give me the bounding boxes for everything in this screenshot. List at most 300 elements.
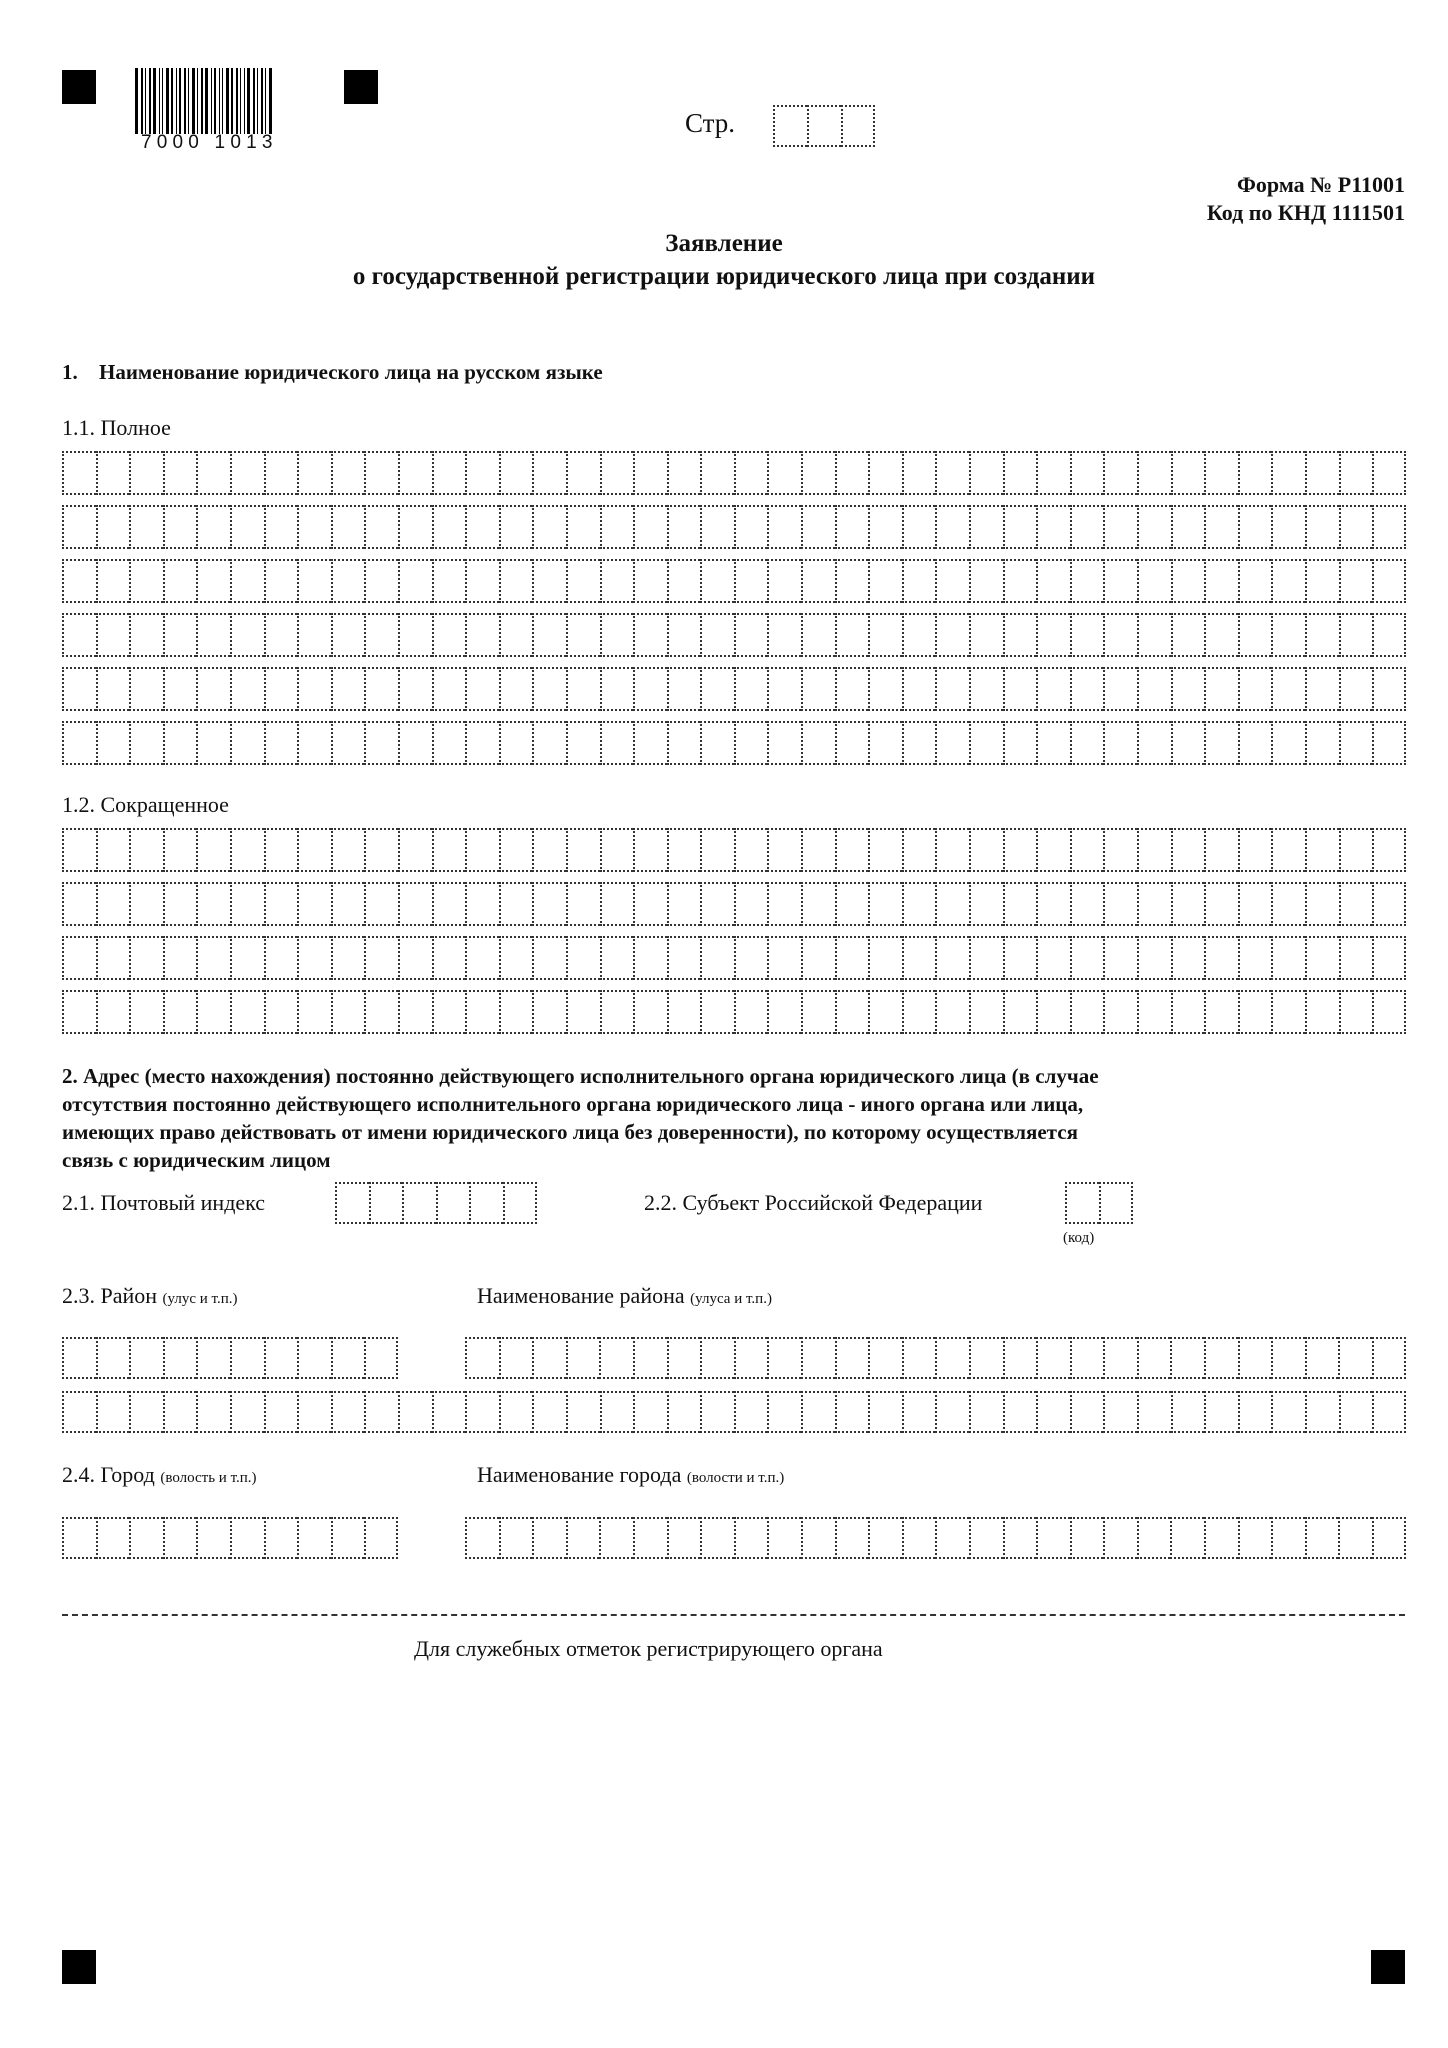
input-cell[interactable] — [667, 882, 701, 926]
input-cell[interactable] — [264, 828, 298, 872]
input-cell[interactable] — [1070, 559, 1104, 603]
input-cell[interactable] — [297, 613, 331, 657]
input-cell[interactable] — [432, 451, 466, 495]
input-cell[interactable] — [163, 1337, 197, 1379]
input-cell[interactable] — [633, 936, 667, 980]
input-cell[interactable] — [1339, 882, 1373, 926]
input-cell[interactable] — [364, 882, 398, 926]
input-cell[interactable] — [633, 613, 667, 657]
input-cell[interactable] — [230, 936, 264, 980]
input-cell[interactable] — [1137, 667, 1171, 711]
input-cell[interactable] — [163, 828, 197, 872]
input-cell[interactable] — [667, 1517, 701, 1559]
input-cell[interactable] — [331, 667, 365, 711]
input-cell[interactable] — [532, 613, 566, 657]
input-cell[interactable] — [1238, 721, 1272, 765]
input-cell[interactable] — [163, 1517, 197, 1559]
input-cell[interactable] — [432, 828, 466, 872]
input-cell[interactable] — [935, 882, 969, 926]
input-cell[interactable] — [364, 936, 398, 980]
input-cell[interactable] — [935, 721, 969, 765]
input-cell[interactable] — [902, 505, 936, 549]
input-cell[interactable] — [297, 505, 331, 549]
input-cell[interactable] — [633, 451, 667, 495]
input-cell[interactable] — [1137, 1391, 1171, 1433]
input-cell[interactable] — [734, 451, 768, 495]
input-cell[interactable] — [599, 1517, 633, 1559]
input-cell[interactable] — [297, 721, 331, 765]
input-cell[interactable] — [331, 882, 365, 926]
input-cell[interactable] — [1339, 1391, 1373, 1433]
input-cell[interactable] — [331, 990, 365, 1034]
input-cell[interactable] — [196, 667, 230, 711]
input-cell[interactable] — [767, 667, 801, 711]
input-cell[interactable] — [767, 505, 801, 549]
input-cell[interactable] — [364, 559, 398, 603]
input-cell[interactable] — [532, 1337, 566, 1379]
input-cell[interactable] — [1339, 990, 1373, 1034]
input-cell[interactable] — [1372, 451, 1406, 495]
input-cell[interactable] — [398, 667, 432, 711]
input-cell[interactable] — [1204, 990, 1238, 1034]
input-cell[interactable] — [935, 828, 969, 872]
input-cell[interactable] — [1137, 505, 1171, 549]
input-cell[interactable] — [801, 559, 835, 603]
input-cell[interactable] — [96, 936, 130, 980]
input-cell[interactable] — [264, 667, 298, 711]
input-cell[interactable] — [700, 505, 734, 549]
input-cell[interactable] — [835, 613, 869, 657]
input-cell[interactable] — [1204, 882, 1238, 926]
input-cell[interactable] — [1171, 1391, 1205, 1433]
input-cell[interactable] — [1103, 882, 1137, 926]
input-cell[interactable] — [1204, 1391, 1238, 1433]
input-cell[interactable] — [230, 882, 264, 926]
input-cell[interactable] — [196, 721, 230, 765]
input-cell[interactable] — [1103, 559, 1137, 603]
input-cell[interactable] — [96, 1517, 130, 1559]
input-cell[interactable] — [969, 1391, 1003, 1433]
input-cell[interactable] — [767, 451, 801, 495]
input-cell[interactable] — [600, 505, 634, 549]
input-cell[interactable] — [1338, 1337, 1372, 1379]
input-cell[interactable] — [1339, 667, 1373, 711]
input-cell[interactable] — [633, 1517, 667, 1559]
input-cell[interactable] — [633, 882, 667, 926]
input-cell[interactable] — [902, 721, 936, 765]
input-cell[interactable] — [801, 882, 835, 926]
input-cell[interactable] — [1204, 667, 1238, 711]
input-cell[interactable] — [667, 451, 701, 495]
input-cell[interactable] — [1271, 1337, 1305, 1379]
input-cell[interactable] — [398, 721, 432, 765]
input-cell[interactable] — [264, 936, 298, 980]
input-cell[interactable] — [1036, 1391, 1070, 1433]
input-cell[interactable] — [1372, 559, 1406, 603]
input-cell[interactable] — [835, 882, 869, 926]
input-cell[interactable] — [868, 882, 902, 926]
input-cell[interactable] — [600, 936, 634, 980]
input-cell[interactable] — [969, 1337, 1003, 1379]
input-cell[interactable] — [1271, 828, 1305, 872]
input-cell[interactable] — [1238, 990, 1272, 1034]
page-number-cells[interactable] — [773, 105, 875, 147]
input-cell[interactable] — [633, 1391, 667, 1433]
input-cell[interactable] — [1339, 721, 1373, 765]
input-cell[interactable] — [331, 1391, 365, 1433]
input-cell[interactable] — [633, 505, 667, 549]
input-cell[interactable] — [902, 613, 936, 657]
input-cell[interactable] — [1339, 936, 1373, 980]
input-cell[interactable] — [1036, 1337, 1070, 1379]
input-cell[interactable] — [1305, 828, 1339, 872]
input-cell[interactable] — [868, 559, 902, 603]
input-cell[interactable] — [1238, 1391, 1272, 1433]
input-cell[interactable] — [1238, 1517, 1272, 1559]
input-cell[interactable] — [96, 990, 130, 1034]
input-cell[interactable] — [264, 613, 298, 657]
input-cell[interactable] — [499, 828, 533, 872]
input-cell[interactable] — [398, 559, 432, 603]
input-cell[interactable] — [129, 613, 163, 657]
input-cell[interactable] — [398, 828, 432, 872]
input-cell[interactable] — [1103, 990, 1137, 1034]
input-cell[interactable] — [432, 882, 466, 926]
input-cell[interactable] — [432, 667, 466, 711]
input-cell[interactable] — [1339, 613, 1373, 657]
input-cell[interactable] — [600, 990, 634, 1034]
input-cell[interactable] — [364, 1337, 398, 1379]
input-cell[interactable] — [297, 1337, 331, 1379]
input-cell[interactable] — [163, 990, 197, 1034]
input-cell[interactable] — [297, 990, 331, 1034]
district-type-cells[interactable] — [62, 1337, 398, 1379]
input-cell[interactable] — [1036, 613, 1070, 657]
input-cell[interactable] — [1339, 828, 1373, 872]
input-cell[interactable] — [1070, 828, 1104, 872]
input-cell[interactable] — [1103, 1391, 1137, 1433]
input-cell[interactable] — [868, 667, 902, 711]
input-cell[interactable] — [835, 990, 869, 1034]
input-cell[interactable] — [364, 667, 398, 711]
input-cell[interactable] — [801, 667, 835, 711]
input-cell[interactable] — [1036, 828, 1070, 872]
input-cell[interactable] — [767, 936, 801, 980]
input-cell[interactable] — [62, 936, 96, 980]
input-cell[interactable] — [700, 1391, 734, 1433]
input-cell[interactable] — [230, 667, 264, 711]
input-cell[interactable] — [196, 613, 230, 657]
input-cell[interactable] — [163, 721, 197, 765]
input-cell[interactable] — [835, 721, 869, 765]
district-name-cells-row2[interactable] — [62, 1391, 1406, 1433]
input-cell[interactable] — [297, 828, 331, 872]
input-cell[interactable] — [532, 451, 566, 495]
input-cell[interactable] — [935, 667, 969, 711]
input-cell[interactable] — [499, 451, 533, 495]
input-cell[interactable] — [902, 451, 936, 495]
input-cell[interactable] — [196, 990, 230, 1034]
input-cell[interactable] — [969, 828, 1003, 872]
input-cell[interactable] — [902, 1391, 936, 1433]
input-cell[interactable] — [1204, 721, 1238, 765]
input-cell[interactable] — [62, 667, 96, 711]
input-cell[interactable] — [499, 1517, 533, 1559]
input-cell[interactable] — [667, 1391, 701, 1433]
input-cell[interactable] — [902, 667, 936, 711]
input-cell[interactable] — [633, 1337, 667, 1379]
input-cell[interactable] — [129, 882, 163, 926]
input-cell[interactable] — [935, 990, 969, 1034]
subject-code-cells[interactable] — [1065, 1182, 1133, 1224]
input-cell[interactable] — [331, 451, 365, 495]
input-cell[interactable] — [465, 613, 499, 657]
input-cell[interactable] — [969, 721, 1003, 765]
input-cell[interactable] — [700, 990, 734, 1034]
input-cell[interactable] — [1103, 505, 1137, 549]
input-cell[interactable] — [196, 559, 230, 603]
input-cell[interactable] — [1070, 505, 1104, 549]
input-cell[interactable] — [465, 451, 499, 495]
input-cell[interactable] — [1003, 1391, 1037, 1433]
input-cell[interactable] — [566, 936, 600, 980]
input-cell[interactable] — [1171, 882, 1205, 926]
input-cell[interactable] — [1204, 1517, 1238, 1559]
input-cell[interactable] — [1070, 1391, 1104, 1433]
input-cell[interactable] — [532, 667, 566, 711]
input-cell[interactable] — [1003, 936, 1037, 980]
input-cell[interactable] — [364, 505, 398, 549]
input-cell[interactable] — [264, 882, 298, 926]
input-cell[interactable] — [465, 990, 499, 1034]
input-cell[interactable] — [264, 451, 298, 495]
input-cell[interactable] — [129, 451, 163, 495]
input-cell[interactable] — [767, 990, 801, 1034]
input-cell[interactable] — [633, 828, 667, 872]
input-cell[interactable] — [1103, 667, 1137, 711]
input-cell[interactable] — [1271, 613, 1305, 657]
input-cell[interactable] — [600, 451, 634, 495]
input-cell[interactable] — [196, 882, 230, 926]
input-cell[interactable] — [163, 667, 197, 711]
input-cell[interactable] — [364, 1517, 398, 1559]
input-cell[interactable] — [465, 1517, 499, 1559]
input-cell[interactable] — [532, 505, 566, 549]
input-cell[interactable] — [1238, 505, 1272, 549]
input-cell[interactable] — [1137, 990, 1171, 1034]
input-cell[interactable] — [1103, 451, 1137, 495]
input-cell[interactable] — [62, 451, 96, 495]
input-cell[interactable] — [1338, 1517, 1372, 1559]
input-cell[interactable] — [264, 1337, 298, 1379]
input-cell[interactable] — [566, 505, 600, 549]
input-cell[interactable] — [935, 1337, 969, 1379]
input-cell[interactable] — [129, 828, 163, 872]
input-cell[interactable] — [633, 667, 667, 711]
input-cell[interactable] — [969, 1517, 1003, 1559]
city-name-cells[interactable] — [465, 1517, 1406, 1559]
input-cell[interactable] — [600, 667, 634, 711]
input-cell[interactable] — [1372, 936, 1406, 980]
input-cell[interactable] — [62, 1391, 96, 1433]
input-cell[interactable] — [1036, 936, 1070, 980]
input-cell[interactable] — [364, 1391, 398, 1433]
input-cell[interactable] — [1372, 1391, 1406, 1433]
input-cell[interactable] — [1305, 559, 1339, 603]
input-cell[interactable] — [196, 1391, 230, 1433]
input-cell[interactable] — [1305, 1517, 1339, 1559]
input-cell[interactable] — [364, 828, 398, 872]
input-cell[interactable] — [835, 505, 869, 549]
input-cell[interactable] — [1238, 451, 1272, 495]
input-cell[interactable] — [465, 828, 499, 872]
input-cell[interactable] — [734, 505, 768, 549]
input-cell[interactable] — [902, 828, 936, 872]
input-cell[interactable] — [264, 990, 298, 1034]
input-cell[interactable] — [1305, 505, 1339, 549]
input-cell[interactable] — [1305, 721, 1339, 765]
input-cell[interactable] — [1271, 721, 1305, 765]
input-cell[interactable] — [1070, 667, 1104, 711]
input-cell[interactable] — [1271, 1517, 1305, 1559]
input-cell[interactable] — [532, 721, 566, 765]
input-cell[interactable] — [667, 613, 701, 657]
input-cell[interactable] — [1103, 1337, 1137, 1379]
input-cell[interactable] — [801, 990, 835, 1034]
input-cell[interactable] — [667, 936, 701, 980]
input-cell[interactable] — [499, 667, 533, 711]
input-cell[interactable] — [62, 505, 96, 549]
input-cell[interactable] — [667, 828, 701, 872]
input-cell[interactable] — [331, 559, 365, 603]
input-cell[interactable] — [734, 721, 768, 765]
input-cell[interactable] — [1003, 451, 1037, 495]
input-cell[interactable] — [566, 1391, 600, 1433]
input-cell[interactable] — [398, 505, 432, 549]
input-cell[interactable] — [96, 667, 130, 711]
input-cell[interactable] — [868, 451, 902, 495]
input-cell[interactable] — [868, 613, 902, 657]
input-cell[interactable] — [969, 882, 1003, 926]
input-cell[interactable] — [1271, 505, 1305, 549]
input-cell[interactable] — [1171, 613, 1205, 657]
input-cell[interactable] — [700, 613, 734, 657]
input-cell[interactable] — [734, 1391, 768, 1433]
input-cell[interactable] — [1372, 667, 1406, 711]
input-cell[interactable] — [801, 613, 835, 657]
input-cell[interactable] — [566, 828, 600, 872]
input-cell[interactable] — [499, 1337, 533, 1379]
input-cell[interactable] — [734, 828, 768, 872]
input-cell[interactable] — [969, 559, 1003, 603]
input-cell[interactable] — [264, 505, 298, 549]
input-cell[interactable] — [1372, 613, 1406, 657]
input-cell[interactable] — [499, 882, 533, 926]
input-cell[interactable] — [801, 1391, 835, 1433]
input-cell[interactable] — [297, 559, 331, 603]
input-cell[interactable] — [902, 936, 936, 980]
input-cell[interactable] — [566, 451, 600, 495]
input-cell[interactable] — [1070, 990, 1104, 1034]
input-cell[interactable] — [566, 1517, 600, 1559]
input-cell[interactable] — [1238, 1337, 1272, 1379]
input-cell[interactable] — [1305, 990, 1339, 1034]
input-cell[interactable] — [734, 1517, 768, 1559]
input-cell[interactable] — [600, 1391, 634, 1433]
input-cell[interactable] — [633, 990, 667, 1034]
input-cell[interactable] — [331, 505, 365, 549]
input-cell[interactable] — [868, 936, 902, 980]
input-cell[interactable] — [62, 1337, 96, 1379]
input-cell[interactable] — [1372, 721, 1406, 765]
input-cell[interactable] — [767, 1391, 801, 1433]
input-cell[interactable] — [432, 936, 466, 980]
input-cell[interactable] — [566, 882, 600, 926]
input-cell[interactable] — [700, 828, 734, 872]
input-cell[interactable] — [1137, 559, 1171, 603]
input-cell[interactable] — [667, 721, 701, 765]
input-cell[interactable] — [129, 1337, 163, 1379]
input-cell[interactable] — [1271, 667, 1305, 711]
input-cell[interactable] — [364, 990, 398, 1034]
input-cell[interactable] — [1137, 1517, 1171, 1559]
input-cell[interactable] — [230, 1517, 264, 1559]
input-cell[interactable] — [969, 667, 1003, 711]
input-cell[interactable] — [700, 559, 734, 603]
input-cell[interactable] — [935, 559, 969, 603]
input-cell[interactable] — [364, 613, 398, 657]
input-cell[interactable] — [398, 882, 432, 926]
input-cell[interactable] — [868, 1337, 902, 1379]
input-cell[interactable] — [801, 1337, 835, 1379]
input-cell[interactable] — [331, 936, 365, 980]
input-cell[interactable] — [331, 613, 365, 657]
input-cell[interactable] — [969, 990, 1003, 1034]
input-cell[interactable] — [465, 559, 499, 603]
input-cell[interactable] — [935, 613, 969, 657]
input-cell[interactable] — [935, 1391, 969, 1433]
input-cell[interactable] — [633, 721, 667, 765]
input-cell[interactable] — [1238, 936, 1272, 980]
input-cell[interactable] — [1137, 828, 1171, 872]
input-cell[interactable] — [1070, 613, 1104, 657]
input-cell[interactable] — [62, 828, 96, 872]
input-cell[interactable] — [1171, 451, 1205, 495]
input-cell[interactable] — [96, 828, 130, 872]
input-cell[interactable] — [734, 990, 768, 1034]
input-cell[interactable] — [96, 559, 130, 603]
input-cell[interactable] — [1339, 451, 1373, 495]
district-name-cells[interactable] — [465, 1337, 1406, 1379]
input-cell[interactable] — [935, 451, 969, 495]
input-cell[interactable] — [1137, 613, 1171, 657]
input-cell[interactable] — [868, 1517, 902, 1559]
input-cell[interactable] — [532, 828, 566, 872]
input-cell[interactable] — [1003, 559, 1037, 603]
input-cell[interactable] — [600, 721, 634, 765]
input-cell[interactable] — [230, 613, 264, 657]
input-cell[interactable] — [1204, 613, 1238, 657]
input-cell[interactable] — [767, 559, 801, 603]
input-cell[interactable] — [1003, 990, 1037, 1034]
input-cell[interactable] — [465, 1391, 499, 1433]
input-cell[interactable] — [1070, 1517, 1104, 1559]
input-cell[interactable] — [1171, 559, 1205, 603]
input-cell[interactable] — [1003, 1337, 1037, 1379]
input-cell[interactable] — [1103, 828, 1137, 872]
input-cell[interactable] — [1372, 882, 1406, 926]
input-cell[interactable] — [230, 1391, 264, 1433]
